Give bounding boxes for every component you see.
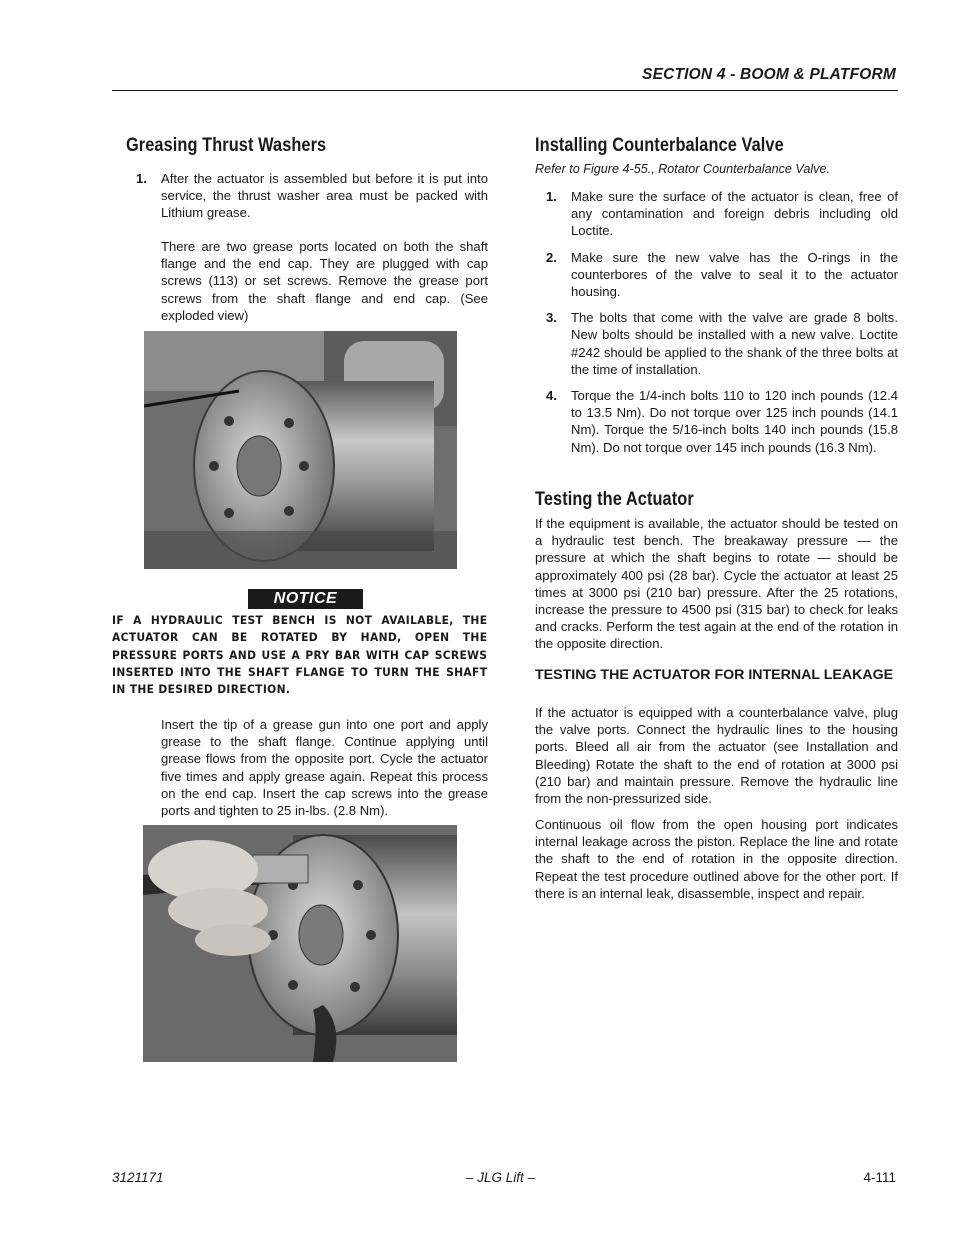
counterbalance-step-3 <box>546 309 898 378</box>
document-number: 3121171 <box>112 1170 164 1185</box>
notice-text: IF A HYDRAULIC TEST BENCH IS NOT AVAILABLE, THE ACTUATOR CAN BE ROTATED BY HAND, OPEN THE PRESSURE PORTS AND USE A PRY BAR WITH CAP SCREWS INSERTED INTO THE SHAFT FLANGE TO TURN THE SHAFT IN THE DESIRED DIRECTION. <box>112 613 488 697</box>
counterbalance-steps <box>546 188 898 456</box>
actuator-flange-image <box>144 331 457 569</box>
footer-brand: – JLG Lift – <box>466 1170 536 1185</box>
greasing-heading: Greasing Thrust Washers <box>126 135 327 156</box>
header-divider <box>112 90 898 91</box>
internal-leakage-heading: TESTING THE ACTUATOR FOR INTERNAL LEAKAGE <box>535 667 894 683</box>
section-header: SECTION 4 - BOOM & PLATFORM <box>642 66 896 83</box>
greasing-step-1 <box>136 170 488 222</box>
figure-reference: Refer to Figure 4-55., Rotator Counterbalance Valve. <box>535 162 830 176</box>
step-text: Make sure the surface of the actuator is clean, free of any contamination and foreign debris including old Loctite. <box>571 189 898 239</box>
counterbalance-step-4 <box>546 387 898 456</box>
leakage-paragraph-1: If the actuator is equipped with a counterbalance valve, plug the valve ports. Connect the hydraulic lines to the housing ports. Bleed all air from the actuator (see Installation and Bleeding) Rotate the shaft to the end of rotation at 3000 psi (210 bar) and maintain pressure. Remove the hydraulic line from the non-pressurized side. <box>535 705 898 807</box>
step-number: 1. <box>546 189 557 204</box>
grease-ports-paragraph: There are two grease ports located on both the shaft flange and the end cap. They are plugged with cap screws (113) or set screws. Remove the grease port screws from the shaft flange and end cap. (See exploded view) <box>161 239 488 323</box>
grease-gun-paragraph: Insert the tip of a grease gun into one port and apply grease to the shaft flange. Continue applying until grease flows from the opposite port. Cycle the actuator five times and apply grease again. Repeat this process on the end cap. Insert the cap screws into the grease ports and tighten to 25 in-lbs. (2.8 Nm). <box>161 717 488 819</box>
step-text: Torque the 1/4-inch bolts 110 to 120 inch pounds (12.4 to 13.5 Nm). Do not torque over 125 inch pounds (14.1 Nm). Torque the 5/16-inch bolts 140 inch pounds (15.8 Nm). Do not torque over 145 inch pounds (16.3 Nm). <box>571 388 898 455</box>
counterbalance-heading: Installing Counterbalance Valve <box>535 135 784 156</box>
step-number: 1. <box>136 171 147 186</box>
page-number: 4-111 <box>863 1170 896 1185</box>
step-text: Make sure the new valve has the O-rings in the counterbores of the valve to seal it to the actuator housing. <box>571 249 898 300</box>
actuator-flange-photo <box>144 331 457 569</box>
step-number: 3. <box>546 310 557 326</box>
step-number: 2. <box>546 249 557 265</box>
testing-heading: Testing the Actuator <box>535 489 694 510</box>
step-number: 4. <box>546 388 557 404</box>
counterbalance-step-2 <box>546 249 898 301</box>
step-text: After the actuator is assembled but before it is put into service, the thrust washer area must be packed with Lithium grease. <box>161 171 488 221</box>
grease-gun-image <box>143 825 457 1062</box>
testing-paragraph: If the equipment is available, the actuator should be tested on a hydraulic test bench. The breakaway pressure — the pressure at which the shaft begins to rotate — should be approximately 400 psi (28 bar). Cycle the actuator at least 25 times at 3000 psi (210 bar) pressure. After the 25 rotations, increase the pressure to 4500 psi (315 bar) to check for leaks and cracks. Perform the test again at the end of the rotation in the opposite direction. <box>535 516 898 652</box>
leakage-paragraph-2: Continuous oil flow from the open housing port indicates internal leakage across the piston. Replace the line and rotate the shaft to the end of rotation in the opposite direction. Repeat the test procedure outlined above for the other port. If there is an internal leak, disassemble, inspect and repair. <box>535 817 898 901</box>
counterbalance-step-1 <box>546 188 898 240</box>
notice-badge: NOTICE <box>248 589 363 609</box>
grease-gun-photo <box>143 825 457 1062</box>
step-text: The bolts that come with the valve are grade 8 bolts. New bolts should be installed with a new valve. Loctite #242 should be applied to the shank of the three bolts at the time of installation. <box>571 310 898 377</box>
